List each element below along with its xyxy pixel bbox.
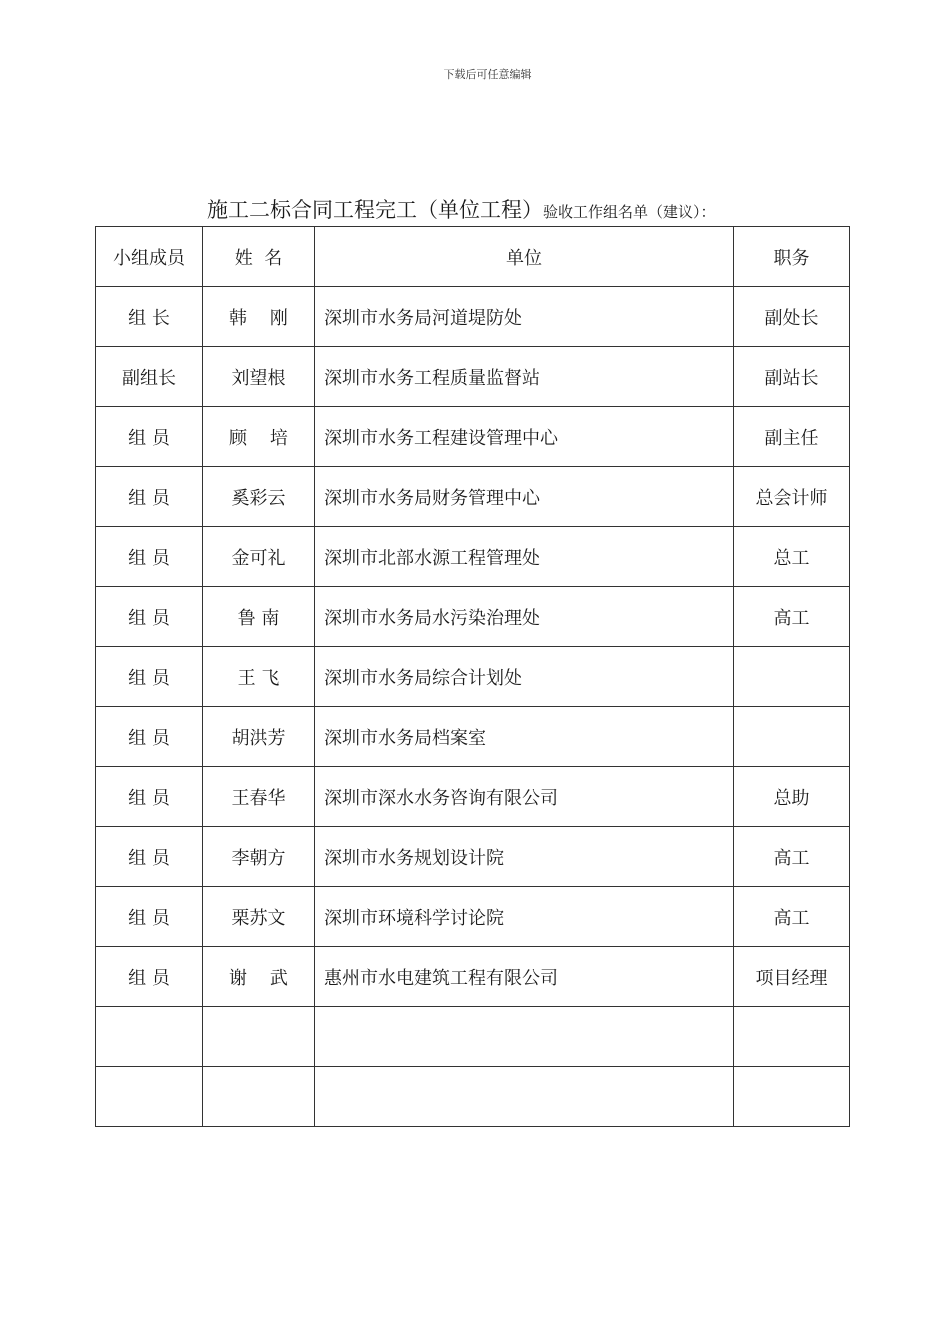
- cell-position: 副站长: [734, 347, 850, 407]
- cell-role: 组 员: [96, 647, 203, 707]
- cell-role: [96, 1007, 203, 1067]
- cell-unit: [315, 1007, 734, 1067]
- table-row: [96, 887, 850, 947]
- cell-role: 组 员: [96, 707, 203, 767]
- cell-position: [734, 1007, 850, 1067]
- header-role: 小组成员: [96, 227, 203, 287]
- cell-name: 顾 培: [203, 407, 315, 467]
- cell-name: 胡洪芳: [203, 707, 315, 767]
- cell-position: 高工: [734, 827, 850, 887]
- cell-unit: 深圳市水务工程建设管理中心: [315, 407, 734, 467]
- cell-unit: 深圳市水务局综合计划处: [315, 647, 734, 707]
- cell-role: 组 员: [96, 407, 203, 467]
- table-row: [96, 827, 850, 887]
- table-row: [96, 1067, 850, 1127]
- cell-unit: 深圳市水务局水污染治理处: [315, 587, 734, 647]
- cell-role: 组 员: [96, 587, 203, 647]
- cell-position: 高工: [734, 587, 850, 647]
- table-row: [96, 587, 850, 647]
- cell-unit: 深圳市水务工程质量监督站: [315, 347, 734, 407]
- header-note: 下载后可任意编辑: [443, 68, 532, 81]
- title-main: 施工二标合同工程完工（单位工程）: [207, 198, 543, 222]
- cell-position: 高工: [734, 887, 850, 947]
- table-row: [96, 407, 850, 467]
- cell-name: 谢 武: [203, 947, 315, 1007]
- cell-name: 刘望根: [203, 347, 315, 407]
- cell-position: [734, 1067, 850, 1127]
- title-suffix: 验收工作组名单（建议）：: [543, 203, 716, 221]
- cell-role: 副组长: [96, 347, 203, 407]
- cell-name: [203, 1067, 315, 1127]
- table-header-row: [96, 227, 850, 287]
- header-name: 姓 名: [203, 227, 315, 287]
- cell-position: 总助: [734, 767, 850, 827]
- cell-role: 组 员: [96, 947, 203, 1007]
- cell-role: 组 长: [96, 287, 203, 347]
- table-row: [96, 347, 850, 407]
- cell-position: 项目经理: [734, 947, 850, 1007]
- cell-name: [203, 1007, 315, 1067]
- table-row: [96, 527, 850, 587]
- table-row: [96, 947, 850, 1007]
- cell-name: 奚彩云: [203, 467, 315, 527]
- cell-name: 栗苏文: [203, 887, 315, 947]
- cell-unit: 深圳市水务规划设计院: [315, 827, 734, 887]
- cell-unit: 深圳市水务局河道堤防处: [315, 287, 734, 347]
- header-unit: 单位: [315, 227, 734, 287]
- cell-role: 组 员: [96, 467, 203, 527]
- cell-unit: 惠州市水电建筑工程有限公司: [315, 947, 734, 1007]
- cell-name: 李朝方: [203, 827, 315, 887]
- cell-position: [734, 707, 850, 767]
- cell-role: [96, 1067, 203, 1127]
- header-position: 职务: [734, 227, 850, 287]
- cell-unit: 深圳市深水水务咨询有限公司: [315, 767, 734, 827]
- cell-name: 金可礼: [203, 527, 315, 587]
- cell-unit: [315, 1067, 734, 1127]
- table-row: [96, 707, 850, 767]
- cell-position: 副主任: [734, 407, 850, 467]
- cell-role: 组 员: [96, 527, 203, 587]
- cell-position: 副处长: [734, 287, 850, 347]
- cell-position: [734, 647, 850, 707]
- cell-position: 总工: [734, 527, 850, 587]
- cell-unit: 深圳市水务局档案室: [315, 707, 734, 767]
- table-row: [96, 1007, 850, 1067]
- cell-unit: 深圳市环境科学讨论院: [315, 887, 734, 947]
- cell-name: 王春华: [203, 767, 315, 827]
- cell-role: 组 员: [96, 767, 203, 827]
- cell-name: 王 飞: [203, 647, 315, 707]
- member-table: [95, 226, 850, 1127]
- cell-role: 组 员: [96, 887, 203, 947]
- table-row: [96, 467, 850, 527]
- table-row: [96, 647, 850, 707]
- cell-position: 总会计师: [734, 467, 850, 527]
- cell-name: 鲁 南: [203, 587, 315, 647]
- document-title: [207, 196, 716, 226]
- table-row: [96, 287, 850, 347]
- cell-role: 组 员: [96, 827, 203, 887]
- cell-unit: 深圳市水务局财务管理中心: [315, 467, 734, 527]
- table-row: [96, 767, 850, 827]
- cell-name: 韩 刚: [203, 287, 315, 347]
- cell-unit: 深圳市北部水源工程管理处: [315, 527, 734, 587]
